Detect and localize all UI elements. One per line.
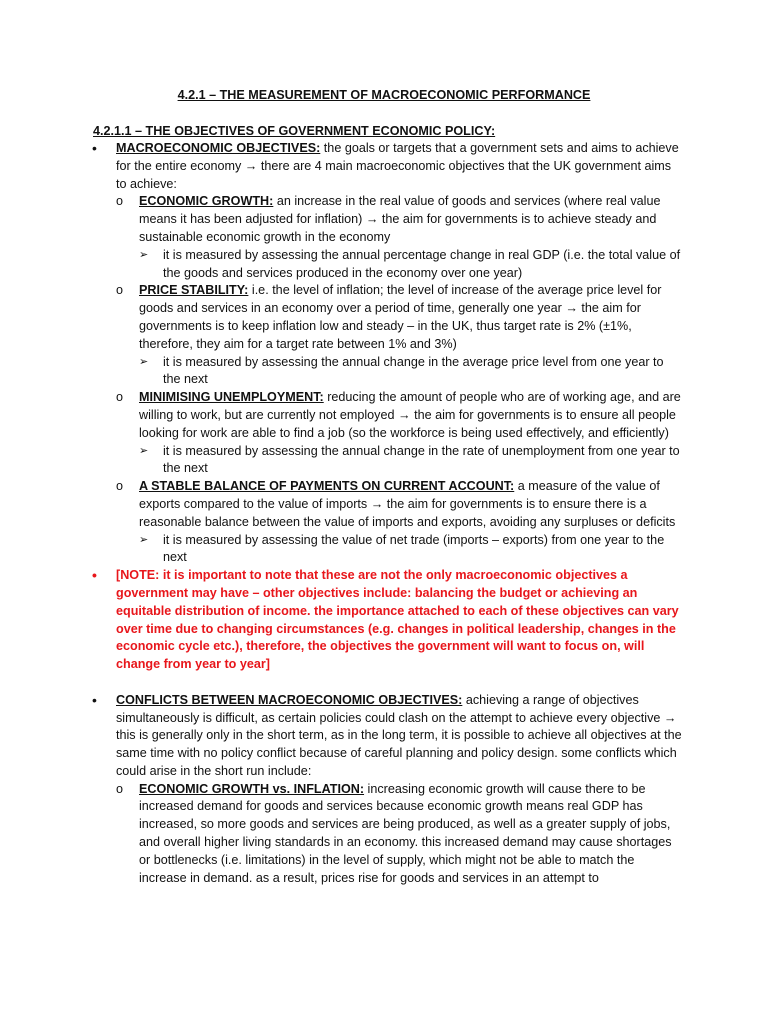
bullet-icon: • <box>92 691 97 708</box>
objective-text: a measure of the value of exports compared to the value of imports → the aim for governments is to ensure there is a reasonable balance between the value of imports and exports, avoiding any surpluses or deficits <box>139 479 676 529</box>
objective-minimising-unemployment <box>92 389 682 442</box>
arrow-bullet-icon: ➢ <box>139 248 149 261</box>
measure-text: it is measured by assessing the annual change in the average price level from one year to the next <box>163 354 664 387</box>
objective-measure <box>92 354 682 390</box>
objective-balance-of-payments <box>92 478 682 531</box>
objective-measure <box>92 443 682 479</box>
circle-bullet-icon: o <box>116 194 124 209</box>
bullet-icon: • <box>92 140 97 156</box>
circle-bullet-icon: o <box>116 781 124 796</box>
macro-objectives-text: the goals or targets that a government sets and aims to achieve for the entire economy → there are 4 main macroeconomic objectives that the UK government aims to achieve: <box>116 141 679 191</box>
macro-objectives-bullet <box>92 140 682 193</box>
conflict-growth-vs-inflation <box>92 781 682 888</box>
conflicts-label: CONFLICTS BETWEEN MACROECONOMIC OBJECTIVES: <box>116 692 463 707</box>
circle-bullet-icon: o <box>116 479 124 494</box>
measure-text: it is measured by assessing the annual change in the rate of unemployment from one year to the next <box>163 443 680 476</box>
circle-bullet-icon: o <box>116 283 124 298</box>
note-text: [NOTE: it is important to note that these are not the only macroeconomic objectives a government may have – other objectives include: balancing the budget or achieving an equitable distribution of income. the importance attached to each of these objectives can vary over time due to changing circumstances (e.g. changes in political leadership, changes in the economic cycle etc.), therefore, the objectives the government will want to focus on, will change from year to year] <box>116 568 679 672</box>
conflicts-bullet <box>92 692 682 781</box>
measure-text: it is measured by assessing the value of net trade (imports – exports) from one year to the next <box>163 532 665 565</box>
objective-label: MINIMISING UNEMPLOYMENT: <box>139 390 324 405</box>
arrow-bullet-icon: ➢ <box>139 444 149 457</box>
document-body <box>92 140 682 887</box>
arrow-bullet-icon: ➢ <box>139 533 149 546</box>
objective-economic-growth <box>92 193 682 246</box>
objective-text: i.e. the level of inflation; the level of increase of the average price level for goods and services in an economy over a period of time, generally one year → the aim for governments is to keep inflation low and steady – in the UK, thus target rate is 2% (±1%, therefore, they aim for a target rate between 1% and 3%) <box>139 283 662 351</box>
circle-bullet-icon: o <box>116 390 124 405</box>
objective-text: reducing the amount of people who are of working age, and are willing to work, but are currently not employed → the aim for governments is to ensure all people looking for work are able to find a job (so the workforce is being used effectively, and efficiently) <box>139 390 681 440</box>
spacer <box>92 674 682 692</box>
conflict-text: increasing economic growth will cause there to be increased demand for goods and services because economic growth means real GDP has increased, so more goods and services are being produced, as well as a greater supply of jobs, and overall higher living standards in an economy. this increased demand may cause shortages or bottlenecks (i.e. limitations) in the level of supply, which might not be able to match the increase in demand. as a result, prices rise for goods and services in an attempt to <box>139 781 672 885</box>
macro-objectives-label: MACROECONOMIC OBJECTIVES: <box>116 141 321 155</box>
objective-label: ECONOMIC GROWTH: <box>139 194 274 209</box>
conflict-label: ECONOMIC GROWTH vs. INFLATION: <box>139 781 365 796</box>
objective-price-stability <box>92 282 682 353</box>
page-title: 4.2.1 – THE MEASUREMENT OF MACROECONOMIC PERFORMANCE <box>177 88 591 102</box>
conflicts-text: achieving a range of objectives simultaneously is difficult, as certain policies could clash on the attempt to achieve every objective → this is generally only in the short term, as in the long term, it is possible to achieve all objectives at the same time with no policy conflict because of careful planning and policy design. some conflicts which could arise in the short run include: <box>116 692 682 778</box>
objective-text: an increase in the real value of goods and services (where real value means it has been adjusted for inflation) → the aim for governments is to achieve steady and sustainable economic growth in the economy <box>139 194 661 244</box>
objective-label: A STABLE BALANCE OF PAYMENTS ON CURRENT ACCOUNT: <box>139 479 515 494</box>
objective-measure <box>92 247 682 283</box>
bullet-icon: • <box>92 567 97 584</box>
section-heading: 4.2.1.1 – THE OBJECTIVES OF GOVERNMENT ECONOMIC POLICY: <box>93 124 496 138</box>
measure-text: it is measured by assessing the annual percentage change in real GDP (i.e. the total value of the goods and services produced in the economy over one year) <box>163 247 681 280</box>
objective-label: PRICE STABILITY: <box>139 283 249 298</box>
objective-measure <box>92 532 682 568</box>
arrow-bullet-icon: ➢ <box>139 355 149 368</box>
note-bullet <box>92 567 682 674</box>
